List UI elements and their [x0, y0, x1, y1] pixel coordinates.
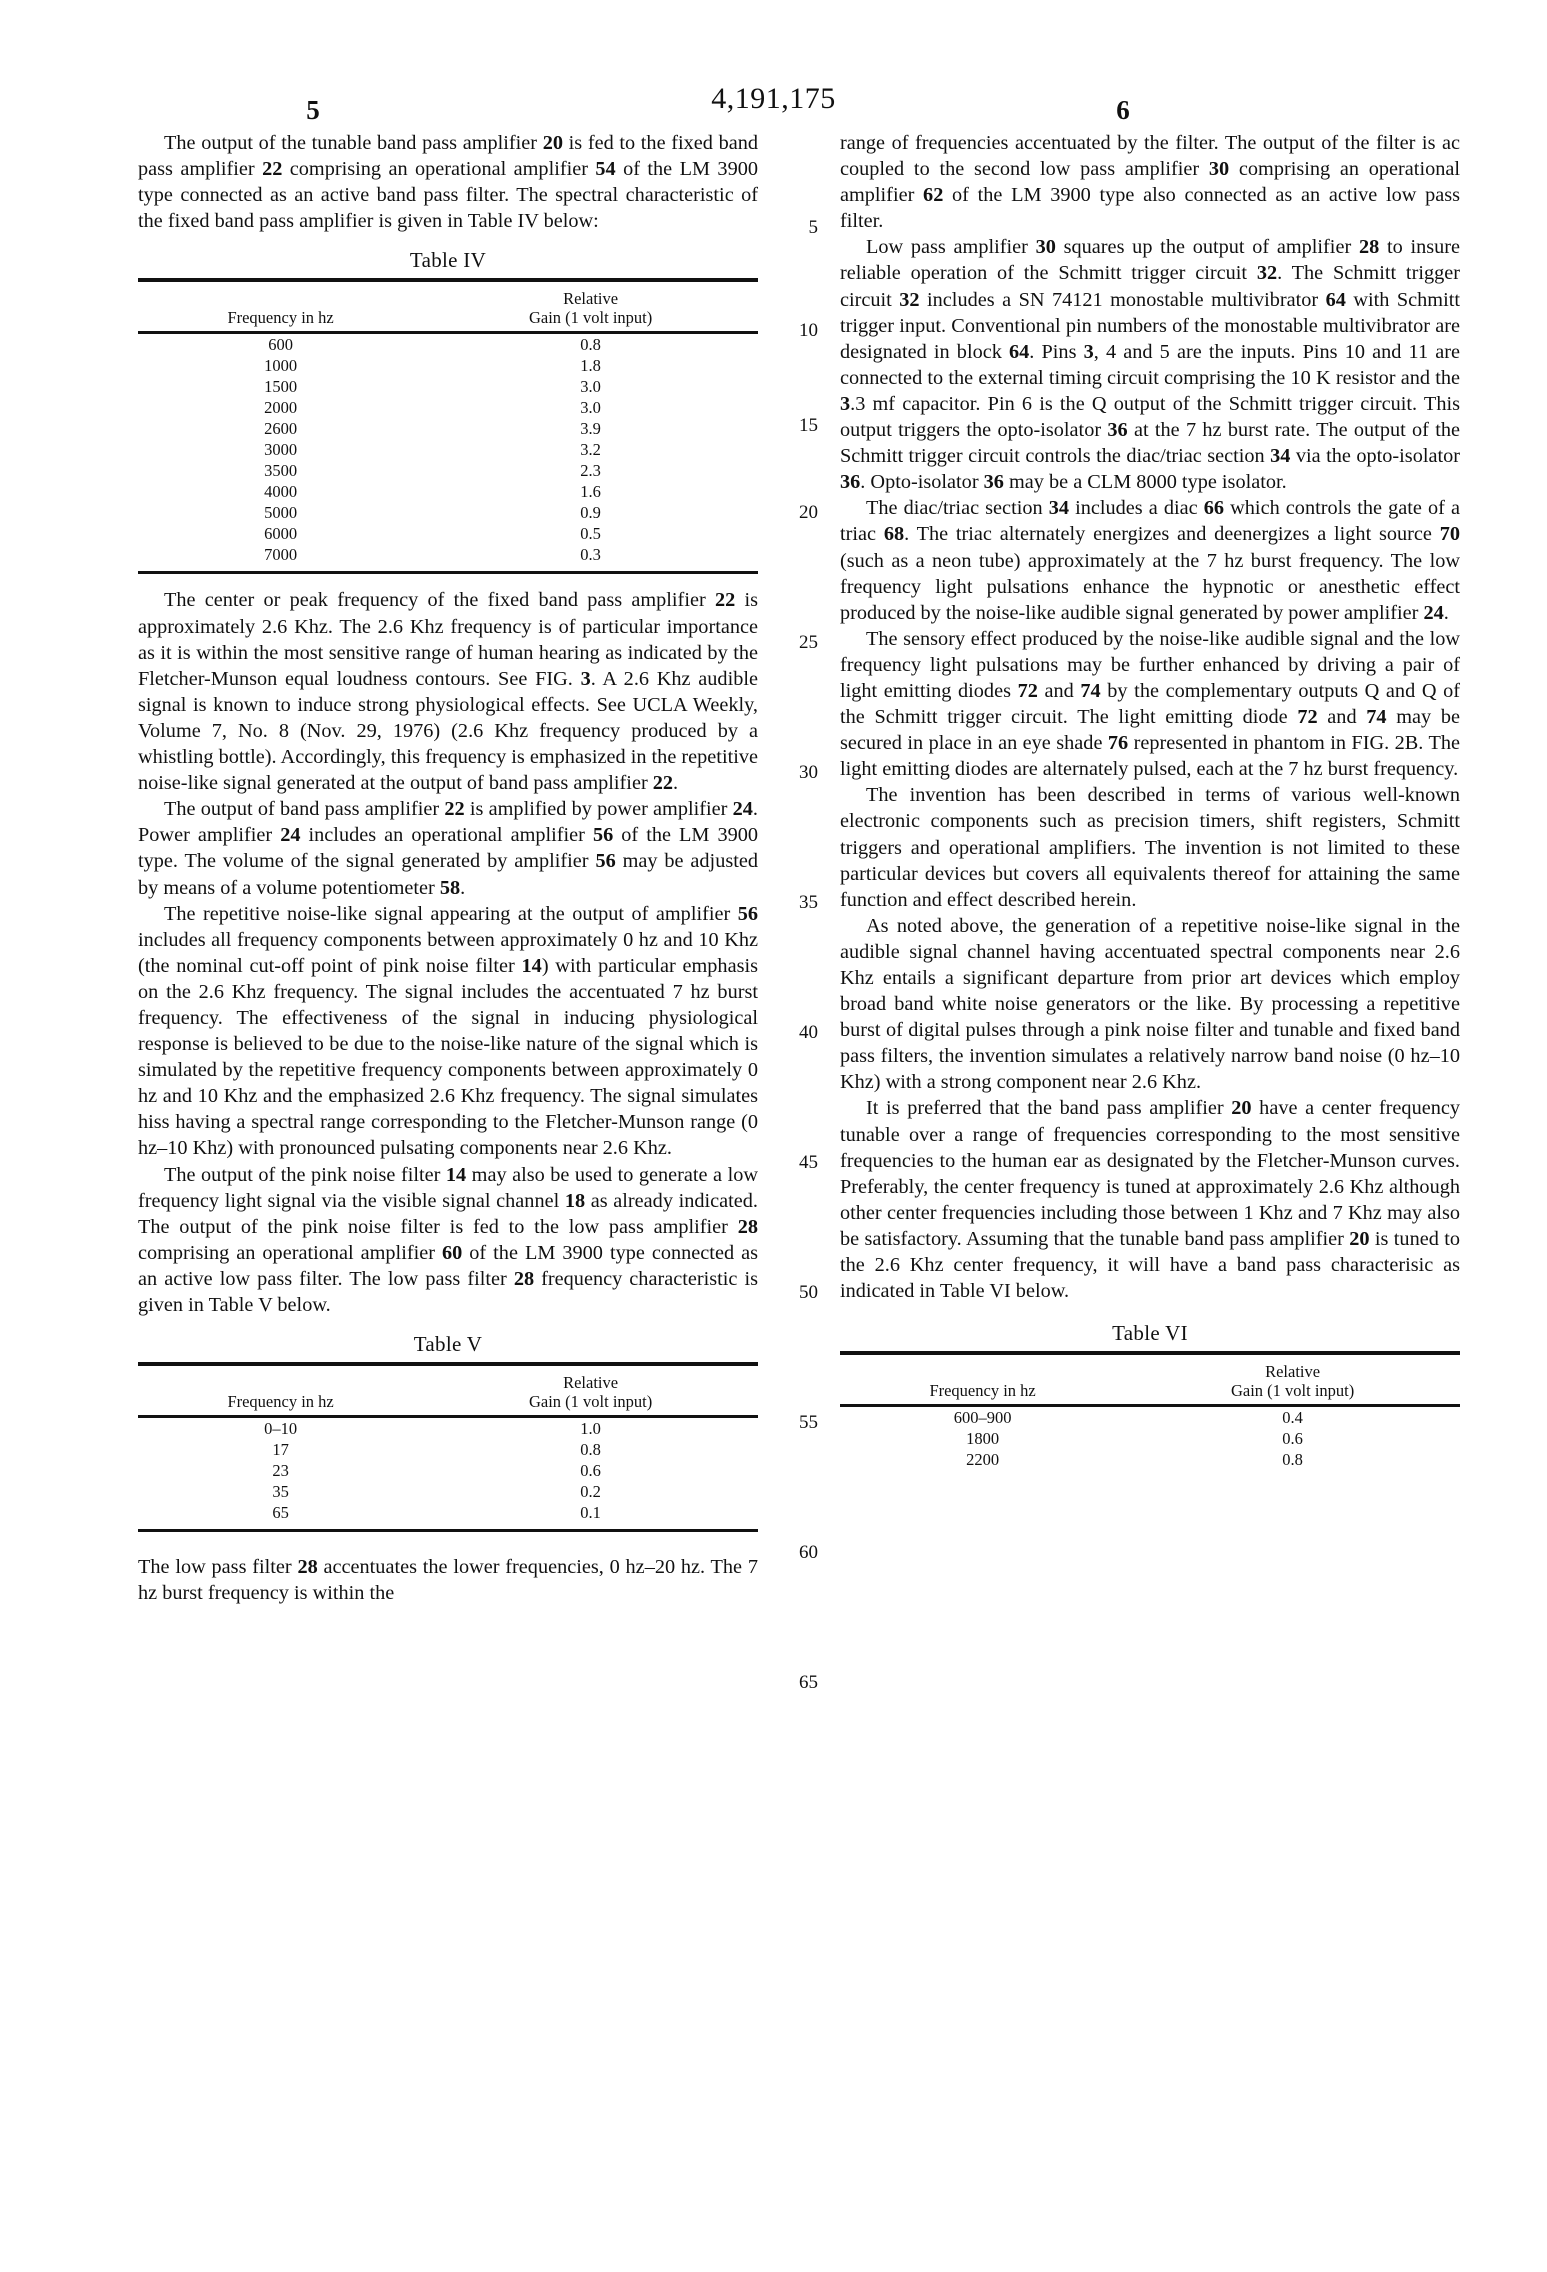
paragraph: The sensory effect produced by the noise-like audible signal and the low frequency light pulsations may be further enhanced by driving a pair of light emitting diodes 72 and 74 by the complementary outputs Q and Q of the Schmitt trigger circuit. The light emitting diode 72 and 74 may be secured in place in an eye shade 76 represented in phantom in FIG. 2B. The light emitting diodes are alternately pulsed, each at the 7 hz burst frequency. — [840, 627, 1460, 781]
paragraph: The output of the pink noise filter 14 may also be used to generate a low frequency light signal via the visible signal channel 18 as already indicated. The output of the pink noise filter is fed to the low pass amplifier 28 comprising an operational amplifier 60 of the LM 3900 type connected as an active low pass filter. The low pass filter 28 frequency characteristic is given in Table V below. — [138, 1163, 758, 1316]
cell-frequency: 600–900 — [953, 1407, 1012, 1427]
cell-frequency: 0–10 — [264, 1418, 298, 1438]
table-row — [138, 481, 758, 502]
cell-gain: 3.9 — [580, 418, 601, 438]
table-row — [138, 439, 758, 460]
table-header-gain-volt: Gain (1 volt input) — [528, 1392, 653, 1412]
cell-frequency: 23 — [272, 1460, 289, 1480]
line-number: 55 — [799, 1412, 818, 1433]
table-row — [138, 523, 758, 544]
table-row — [138, 544, 758, 565]
cell-gain: 1.6 — [580, 481, 601, 501]
paragraph: It is preferred that the band pass amplifier 20 have a center frequency tunable over a range of frequencies corresponding to the most sensitive frequencies to the human ear as designated by the Fletcher-Munson curves. Preferably, the center frequency is tuned at approximately 2.6 Khz although other center frequencies including those between 1 Khz and 7 Khz may also be satisfactory. Assuming that the tunable band pass amplifier 20 is tuned to the 2.6 Khz center frequency, it will have a band pass characterisic as indicated in Table VI below. — [840, 1097, 1461, 1303]
table-row — [138, 418, 758, 439]
line-number: 65 — [799, 1672, 818, 1693]
cell-gain: 0.2 — [580, 1481, 601, 1501]
cell-gain: 3.0 — [580, 397, 601, 417]
paragraph: The invention has been described in terms of various well-known electronic components such as precision timers, shift registers, Schmitt triggers and operational amplifiers. The invention is not limited to these particular devices but covers all equivalents thereof for attaining the same function and effect described herein. — [840, 784, 1460, 911]
line-number: 5 — [808, 217, 818, 238]
cell-frequency: 17 — [272, 1439, 289, 1459]
paragraph: The low pass filter 28 accentuates the lower frequencies, 0 hz–20 hz. The 7 hz burst frequency is within the — [138, 1556, 758, 1605]
table-header-gain-volt: Gain (1 volt input) — [528, 308, 653, 328]
line-number: 25 — [799, 632, 818, 653]
cell-frequency: 4000 — [264, 481, 298, 501]
table-row — [138, 1481, 758, 1502]
cell-gain: 0.9 — [580, 502, 601, 522]
right-column-page-number: 6 — [1116, 95, 1130, 125]
paragraph: The center or peak frequency of the fixed band pass amplifier 22 is approximately 2.6 Khz. The 2.6 Khz frequency is of particular importance as it is within the most sensitive range of human hearing as indicated by the Fletcher-Munson equal loudness contours. See FIG. 3. A 2.6 Khz audible signal is known to induce strong physiological effects. See UCLA Weekly, Volume 7, No. 8 (Nov. 29, 1976) (2.6 Khz frequency produced by a whistling bottle). Accordingly, this frequency is emphasized in the repetitive noise-like signal generated at the output of band pass amplifier 22. — [138, 589, 758, 795]
cell-gain: 0.3 — [580, 544, 601, 564]
paragraph: The output of the tunable band pass amplifier 20 is fed to the fixed band pass amplifier 22 comprising an operational amplifier 54 of the LM 3900 type connected as an active band pass filter. The spectral characteristic of the fixed band pass amplifier is given in Table IV below: — [138, 132, 758, 233]
table-row — [138, 502, 758, 523]
table-iv-title: Table IV — [409, 248, 487, 273]
line-number: 15 — [799, 415, 818, 436]
paragraph: The repetitive noise-like signal appearing at the output of amplifier 56 includes all frequency components between approximately 0 hz and 10 Khz (the nominal cut-off point of pink noise filter 14) with particular emphasis on the 2.6 Khz frequency. The signal includes the accentuated 7 hz burst frequency. The effectiveness of the signal in inducing physiological response is believed to be due to the noise-like nature of the signal which is simulated by the repetitive frequency components between approximately 0 hz and 10 Khz and the emphasized 2.6 Khz frequency. The signal simulates hiss having a spectral range corresponding to the Fletcher-Munson range (0 hz–10 Khz) with pronounced pulsating components near 2.6 Khz. — [138, 902, 758, 1160]
table-row — [138, 1439, 758, 1460]
cell-gain: 1.8 — [580, 355, 601, 375]
line-number: 20 — [799, 502, 818, 523]
cell-gain: 0.5 — [580, 523, 601, 543]
table-row — [138, 1460, 758, 1481]
cell-gain: 0.8 — [580, 1439, 601, 1459]
cell-frequency: 6000 — [264, 523, 298, 543]
cell-gain: 0.8 — [1282, 1449, 1303, 1469]
cell-frequency: 65 — [272, 1502, 289, 1522]
table-row — [138, 460, 758, 481]
paragraph: Low pass amplifier 30 squares up the output of amplifier 28 to insure reliable operation of the Schmitt trigger circuit 32. The Schmitt trigger circuit 32 includes a SN 74121 monostable multivibrator 64 with Schmitt trigger input. Conventional pin numbers of the monostable multivibrator are designated in block 64. Pins 3, 4 and 5 are the inputs. Pins 10 and 11 are connected to the external timing circuit comprising the 10 K resistor and the 3.3 mf capacitor. Pin 6 is the Q output of the Schmitt trigger circuit. This output triggers the opto-isolator 36 at the 7 hz burst rate. The output of the Schmitt trigger circuit controls the diac/triac section 34 via the opto-isolator 36. Opto-isolator 36 may be a CLM 8000 type isolator. — [840, 236, 1461, 494]
cell-gain: 0.6 — [1282, 1428, 1303, 1448]
cell-gain: 0.8 — [580, 334, 601, 354]
line-number: 50 — [799, 1282, 818, 1303]
cell-frequency: 7000 — [264, 544, 298, 564]
cell-frequency: 2600 — [264, 418, 298, 438]
table-row — [840, 1406, 1460, 1429]
table-v-title: Table V — [413, 1332, 483, 1357]
line-number: 35 — [799, 892, 818, 913]
table-row — [138, 397, 758, 418]
table-v-body — [138, 1417, 758, 1524]
table-bottom-rule — [138, 571, 758, 574]
table-row — [138, 355, 758, 376]
table-vi — [840, 1320, 1460, 1470]
left-text-column — [138, 130, 758, 1606]
cell-frequency: 35 — [272, 1481, 289, 1501]
table-row — [138, 376, 758, 397]
cell-frequency: 3000 — [264, 439, 298, 459]
line-number: 10 — [799, 320, 818, 341]
paragraph: As noted above, the generation of a repetitive noise-like signal in the audible signal channel having accentuated spectral components near 2.6 Khz entails a significant departure from prior art devices which employ broad band white noise generators or the like. By processing a repetitive burst of digital pulses through a pink noise filter and tunable and fixed band pass filters, the invention simulates a relatively narrow band noise (0 hz–10 Khz) with a strong component near 2.6 Khz. — [840, 914, 1460, 1094]
cell-gain: 3.2 — [580, 439, 601, 459]
table-header-relative: Relative — [563, 289, 619, 309]
table-row — [840, 1449, 1460, 1470]
table-header-gain-volt: Gain (1 volt input) — [1230, 1381, 1355, 1401]
cell-frequency: 2200 — [966, 1449, 1000, 1469]
patent-number: 4,191,175 — [711, 82, 836, 115]
line-number: 60 — [799, 1542, 818, 1563]
table-vi-body — [840, 1406, 1460, 1471]
table-bottom-rule — [138, 1529, 758, 1532]
cell-gain: 2.3 — [580, 460, 601, 480]
table-row — [138, 333, 758, 356]
table-v-grid — [138, 1366, 758, 1523]
table-iv-header-frequency: Frequency in hz — [138, 282, 423, 333]
table-iv-body — [138, 333, 758, 566]
table-vi-header-gain — [1125, 1355, 1460, 1406]
line-number: 30 — [799, 762, 818, 783]
cell-gain: 0.6 — [580, 1460, 601, 1480]
table-row — [138, 1417, 758, 1440]
paragraph: The diac/triac section 34 includes a diac 66 which controls the gate of a triac 68. The triac alternately energizes and deenergizes a light source 70 (such as a neon tube) approximately at the 7 hz burst frequency. The low frequency light pulsations enhance the hypnotic or anesthetic effect produced by the noise-like audible signal generated by power amplifier 24. — [840, 497, 1460, 624]
table-v — [138, 1331, 758, 1532]
table-row — [138, 1502, 758, 1523]
table-vi-header-frequency: Frequency in hz — [840, 1355, 1125, 1406]
cell-frequency: 600 — [268, 334, 293, 354]
table-iv — [138, 247, 758, 574]
cell-gain: 0.4 — [1282, 1407, 1303, 1427]
cell-frequency: 1000 — [264, 355, 298, 375]
table-v-header-frequency: Frequency in hz — [138, 1366, 423, 1417]
line-number: 40 — [799, 1022, 818, 1043]
cell-frequency: 1800 — [966, 1428, 1000, 1448]
left-column-page-number: 5 — [306, 95, 320, 125]
table-iv-header-gain — [423, 282, 758, 333]
table-vi-title: Table VI — [1112, 1321, 1188, 1346]
paragraph: The output of band pass amplifier 22 is amplified by power amplifier 24. Power amplifier 24 includes an operational amplifier 56 of the LM 3900 type. The volume of the signal generated by amplifier 56 may be adjusted by means of a volume potentiometer 58. — [138, 798, 759, 899]
cell-frequency: 3500 — [264, 460, 298, 480]
table-row — [840, 1428, 1460, 1449]
line-number: 45 — [799, 1152, 818, 1173]
cell-frequency: 5000 — [264, 502, 298, 522]
table-v-header-gain — [423, 1366, 758, 1417]
table-vi-grid — [840, 1355, 1460, 1470]
cell-gain: 0.1 — [580, 1502, 601, 1522]
cell-frequency: 1500 — [264, 376, 298, 396]
cell-gain: 1.0 — [580, 1418, 601, 1438]
table-header-relative: Relative — [563, 1373, 619, 1393]
table-header-relative: Relative — [1265, 1362, 1321, 1382]
cell-gain: 3.0 — [580, 376, 601, 396]
paragraph: range of frequencies accentuated by the filter. The output of the filter is ac coupled to the second low pass amplifier 30 comprising an operational amplifier 62 of the LM 3900 type also connected as an active low pass filter. — [840, 132, 1460, 233]
right-text-column — [840, 130, 1460, 1480]
cell-frequency: 2000 — [264, 397, 298, 417]
table-iv-grid — [138, 282, 758, 565]
